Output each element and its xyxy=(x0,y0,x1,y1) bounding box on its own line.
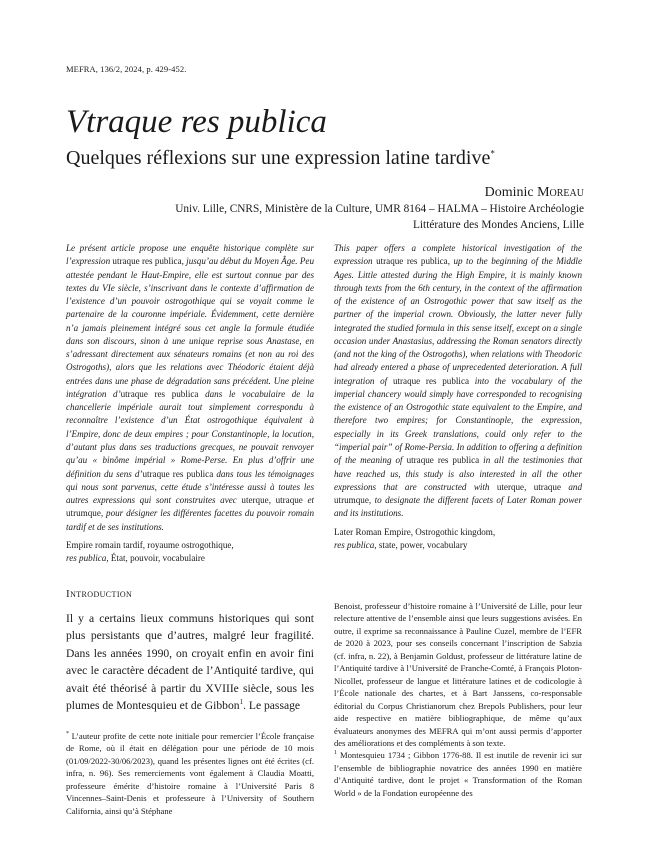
abstract-en-term: utraque res publica xyxy=(406,455,480,466)
abstract-french-text xyxy=(66,242,314,534)
abstract-en-seg: , to designate the different facets of Later Roman power and its institutions. xyxy=(334,495,582,519)
author-first-name: Dominic xyxy=(484,185,538,200)
abstract-english xyxy=(334,242,582,552)
abstract-fr-term: utrumque xyxy=(66,508,101,519)
article-title: Vtraque res publica xyxy=(66,104,327,140)
article-subtitle xyxy=(66,146,495,170)
footnote-1 xyxy=(334,749,582,799)
author-name xyxy=(485,185,584,201)
footnote-star-mark: * xyxy=(66,731,69,738)
affiliation-line-1: Univ. Lille, CNRS, Ministère de la Culture, UMR 8164 – HALMA – Histoire Archéologie xyxy=(175,203,584,215)
abstract-en-seg: , up to the beginning of the Middle Ages. Little attested during the High Empire, it is mainly known through texts from the 6th century, in the context of the affirmation of the existence of an Ostrogothic power that saw itself as the partner of the imperial crown. Obviously, the latter never fully integrated the studied formula in this sense itself, except on a single occasion under Anastasius, addressing the Roman senators directly (and not the king of the Ostrogoths), when relations with Theodoric had already entered a phase of unprecedented deterioration. A full integration of xyxy=(334,256,582,386)
abstract-fr-seg: , xyxy=(268,495,276,506)
abstract-fr-term: utraque res publica xyxy=(112,256,182,267)
footnote-star-continued: Benoist, professeur d’histoire romaine à l’Université de Lille, pour leur relecture attentive de l’ensemble ainsi que leurs suggestions avisées. En outre, il exprime sa reconnaissance à Pauline Cuzel, membre de l’EFR de 2020 à 2023, pour ses conseils concernant l’inscription de Sabzia (cf. infra, n. 22), à Benjamin Goldust, professeur de littérature latine de l’Antiquité tardive à l’Université de Franche-Comté, à François Ploton-Nicollet, professeur de langue et littérature latines et de codicologie à l’École nationale des chartes, et à Bart Janssens, co-responsable éditorial du Corpus Christianorum chez Brepols Publishers, pour leur aide respective en matière bibliographique, de même qu’aux évaluateurs anonymes des MEFRA qui m’ont aussi permis d’apporter des améliorations et des compléments à son texte. xyxy=(334,601,582,748)
footnote-ref-1[interactable]: 1 xyxy=(239,698,244,707)
intro-text-end: . Le passage xyxy=(243,698,301,712)
abstract-fr-term: utraque xyxy=(275,495,303,506)
abstract-fr-seg: dans le vocabulaire de la chancellerie impériale aurait tout simplement correspondu à reconnaître l’existence d’un État ostrogothique équivalent à l’Empire, donc de deux empires ; pour Constantinople, la locution, d’autant plus dans ses traductions grecques, ne pouvait renvoyer qu’au « binôme impérial » Rome-Perse. En plus d’offrir une définition du sens d’ xyxy=(66,388,315,479)
journal-reference: MEFRA, 136/2, 2024, p. 429-452. xyxy=(66,64,187,74)
abstract-en-term: utraque res publica xyxy=(392,375,470,386)
abstract-fr-seg: dans tous les témoignages qui nous sont parvenus, cette étude s’intéresse aussi à toutes les autres expressions qui sont construites avec xyxy=(66,468,314,506)
abstract-en-seg: into the vocabulary of the imperial chancery would simply have corresponded to recognising the existence of an Ostrogothic state equivalent to the Empire, and therefore two empires; for Constantinople, the expression, especially in its Greek translations, could only refer to the “imperial pair” of Rome-Persia. In addition to offering a definition of the meaning of xyxy=(334,375,582,466)
introduction-paragraph xyxy=(66,610,314,714)
intro-text: Il y a certains lieux communs historiques qui sont plus persistants que d’autres, malgré leur fragilité. Dans les années 1990, on croyait enfin en avoir fini avec le caractère décadent de l’Antiquité tardive, qui avait été théorisé à partir du XVIIIe siècle, sous les plumes de Montesquieu et de Gibbon xyxy=(66,612,314,712)
keywords-fr-seg: Empire romain tardif, royaume ostrogothique, xyxy=(66,539,234,550)
abstract-fr-seg: , jusqu’au début du Moyen Âge. Peu attestée pendant le Haut-Empire, elle est surtout connue par des textes du VIe siècle, s’inscrivant dans le contexte d’affirmation de l’existence d’un pouvoir ostrogothique qui se voyait comme le partenaire de la couronne impériale. Évidemment, cette dernière n’a jamais pleinement intégré sous cet angle la formule étudiée dans son discours, sinon à une unique reprise sous Anastase, en s’adressant directement aux sénateurs romains (et non au roi des Ostrogoths), alors que les relations avec Théodoric étaient déjà entrées dans une phase de dégradation sans précédent. Une pleine intégration d’ xyxy=(66,256,314,399)
footnotes-right-column xyxy=(334,600,582,799)
abstract-fr-term: utraque res publica xyxy=(142,468,214,479)
subtitle-footnote-mark: * xyxy=(490,148,495,159)
keywords-en-term: res publica xyxy=(334,539,375,550)
footnote-star xyxy=(66,730,314,817)
abstract-english-text xyxy=(334,242,582,521)
author-last-name: Moreau xyxy=(537,185,584,200)
footnote-star-text: L’auteur profite de cette note initiale pour remercier l’École française de Rome, où il était en délégation pour une période de 10 mois (01/09/2022-30/06/2023), quand les présentes lignes ont été écrites (cf. infra, n. 96). Ses remerciements vont également à Claudia Moatti, professeure émérite d’histoire romaine à l’Université Paris 8 Vincennes–Saint-Denis et professeure à l’University of Southern California, ainsi qu’à Stéphane xyxy=(66,731,315,816)
abstract-fr-term: utraque res publica xyxy=(120,388,199,399)
abstract-fr-seg: et xyxy=(302,495,315,506)
keywords-fr-term: res publica xyxy=(66,553,107,564)
abstract-fr-term: uterque xyxy=(241,495,269,506)
section-heading-introduction: Introduction xyxy=(66,588,133,600)
abstract-en-seg: This paper offers a complete historical investigation of the expression xyxy=(334,243,582,267)
keywords-fr-seg: , État, pouvoir, vocabulaire xyxy=(106,553,205,564)
affiliation-line-2: Littérature des Mondes Anciens, Lille xyxy=(413,219,584,232)
abstract-en-seg: and xyxy=(561,481,582,492)
abstract-french xyxy=(66,242,314,565)
abstract-en-term: utrumque xyxy=(334,495,369,506)
keywords-en-seg: , state, power, vocabulary xyxy=(374,539,468,550)
abstract-en-seg: , xyxy=(524,481,534,492)
abstract-fr-seg: Le présent article propose une enquête historique complète sur l’expression xyxy=(66,243,314,267)
abstract-en-term: utraque res publica xyxy=(376,256,448,267)
subtitle-text: Quelques réflexions sur une expression latine tardive xyxy=(66,147,491,169)
keywords-en-seg: Later Roman Empire, Ostrogothic kingdom, xyxy=(334,526,496,537)
footnote-1-text: Montesquieu 1734 ; Gibbon 1776-88. Il est inutile de revenir ici sur l’ensemble de bibliographie novatrice des années 1990 en matière d’Antiquité tardive, dont le projet « Transformation of the Roman World » de la Fondation européenne des xyxy=(334,750,582,798)
abstract-en-term: utraque xyxy=(533,481,562,492)
footnote-1-mark: 1 xyxy=(334,750,337,757)
abstract-en-term: uterque xyxy=(496,481,525,492)
author-affiliation xyxy=(64,201,584,234)
keywords-english xyxy=(334,526,582,553)
abstract-fr-seg: , pour désigner les différentes facettes du pouvoir romain tardif et de ses institutions. xyxy=(66,508,314,532)
keywords-french xyxy=(66,539,314,566)
abstract-en-seg: in all the testimonies that have reached us, this study is also interested in all the other expressions that are constructed with xyxy=(334,455,583,492)
